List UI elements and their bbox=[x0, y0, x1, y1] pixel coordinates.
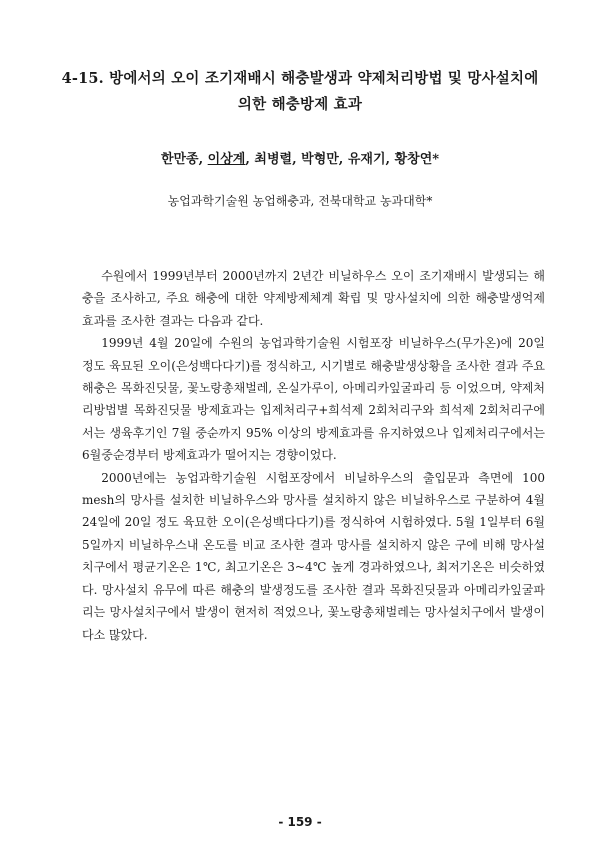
abstract-paragraph-1: 수원에서 1999년부터 2000년까지 2년간 비닐하우스 오이 조기재배시 발생되는 해충을 조사하고, 주요 해충에 대한 약제방제체계 확립 및 망사설치에 의한 해충발생억제 효과를 조사한 결과는 다음과 같다. bbox=[82, 269, 545, 328]
abstract-paragraph-3: 2000년에는 농업과학기술원 시험포장에서 비닐하우스의 출입문과 측면에 100 mesh의 망사를 설치한 비닐하우스와 망사를 설치하지 않은 비닐하우스로 구분하여 4월 24일에 20일 정도 육묘한 오이(은성백다다기)를 정식하여 시험하였다. 5월 1일부터 6월 5일까지 비닐하우스내 온도를 비교 조사한 결과 망사를 설치하지 않은 구에 비해 망사설치구에서 평균기온은 1℃, 최고기온은 3~4℃ 높게 경과하였으나, 최저기온은 비슷하였다. 망사설치 유무에 따른 해충의 발생정도를 조사한 결과 목화진딧물과 아메리카잎굴파리는 망사설치구에서 발생이 현저히 적었으나, 꽃노랑총채벌레는 망사설치구에서 발생이 다소 많았다. bbox=[82, 470, 545, 642]
authors-before-presenter: 한만종, bbox=[160, 152, 208, 167]
presenting-author: 이상계 bbox=[207, 152, 246, 167]
abstract-paragraph-2: 1999년 4월 20일에 수원의 농업과학기술원 시험포장 비닐하우스(무가온)에 20일 정도 육묘된 오이(은성백다다기)를 정식하고, 시기별로 해충발생상황을 조사한 결과 주요 해충은 목화진딧물, 꽃노랑총채벌레, 온실가루이, 아메리카잎굴파리 등 이었으며, 약제처리방법별 목화진딧물 방제효과는 입제처리구+희석제 2회처리구와 희석제 2회처리구에서는 생육후기인 7월 중순까지 95% 이상의 방제효과를 유지하였으나 입제처리구에서는 6월중순경부터 방제효과가 떨어지는 경향이었다. bbox=[82, 336, 545, 463]
paper-title bbox=[40, 66, 560, 118]
page-number: - 159 - bbox=[278, 815, 322, 829]
abstract-body bbox=[82, 265, 545, 646]
affiliation: 농업과학기술원 농업해충과, 전북대학교 농과대학* bbox=[167, 194, 433, 208]
author-list bbox=[40, 150, 560, 170]
authors-after-presenter: , 최병렬, 박형만, 유재기, 황창연* bbox=[245, 152, 440, 167]
paper-title-line-1: 4-15. 방에서의 오이 조기재배시 해충발생과 약제처리방법 및 망사설치에 bbox=[61, 70, 539, 87]
paper-title-line-2: 의한 해충방제 효과 bbox=[237, 96, 363, 113]
